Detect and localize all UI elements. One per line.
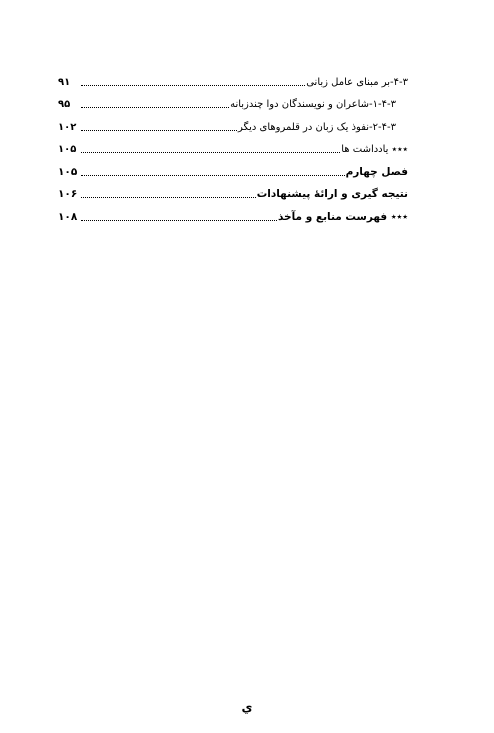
dot-leader xyxy=(81,85,305,86)
toc-entry-page: ۱۰۵ xyxy=(58,144,77,155)
dot-leader xyxy=(81,107,229,108)
dot-leader xyxy=(81,197,256,198)
toc-entry-chapter xyxy=(58,179,408,202)
toc-entry-chapter xyxy=(58,156,408,179)
toc-entry xyxy=(58,66,408,89)
dot-leader xyxy=(81,130,237,131)
toc-entry-page: ۱۰۵ xyxy=(58,165,78,178)
toc-entry-title: ۴-۳-بر مبنای عامل زبانی xyxy=(306,76,408,88)
toc-entry-title: ٭٭٭ فهرست منابع و مآخذ xyxy=(277,210,408,223)
toc-entry-title: فصل چهارم xyxy=(345,165,408,178)
page-number: ي xyxy=(241,700,253,714)
toc-entry xyxy=(58,89,408,112)
dot-leader xyxy=(81,152,340,153)
toc-entry-title: نتیجه گیری و ارائهٔ پیشنهادات xyxy=(256,188,408,200)
toc-entry-page: ۹۵ xyxy=(58,99,71,110)
toc-entry-page: ۱۰۸ xyxy=(58,210,78,223)
dot-leader xyxy=(81,175,345,176)
toc-entry xyxy=(58,134,408,157)
toc-entry-page: ۱۰۶ xyxy=(58,188,78,200)
toc-entry-title: ٭٭٭ یادداشت ها xyxy=(341,144,408,155)
toc-entry xyxy=(58,111,408,134)
toc-entry-page: ۹۱ xyxy=(58,76,71,88)
toc-entry-chapter xyxy=(58,201,408,224)
table-of-contents xyxy=(58,66,408,224)
toc-entry-title: ۱-۴-۳-شاعران و نویسندگان دوا چندزبانه xyxy=(230,99,396,110)
dot-leader xyxy=(81,220,277,221)
toc-entry-page: ۱۰۲ xyxy=(58,121,77,133)
toc-entry-title: ۲-۴-۳-نفوذ یک زبان در قلمروهای دیگر xyxy=(238,121,396,133)
